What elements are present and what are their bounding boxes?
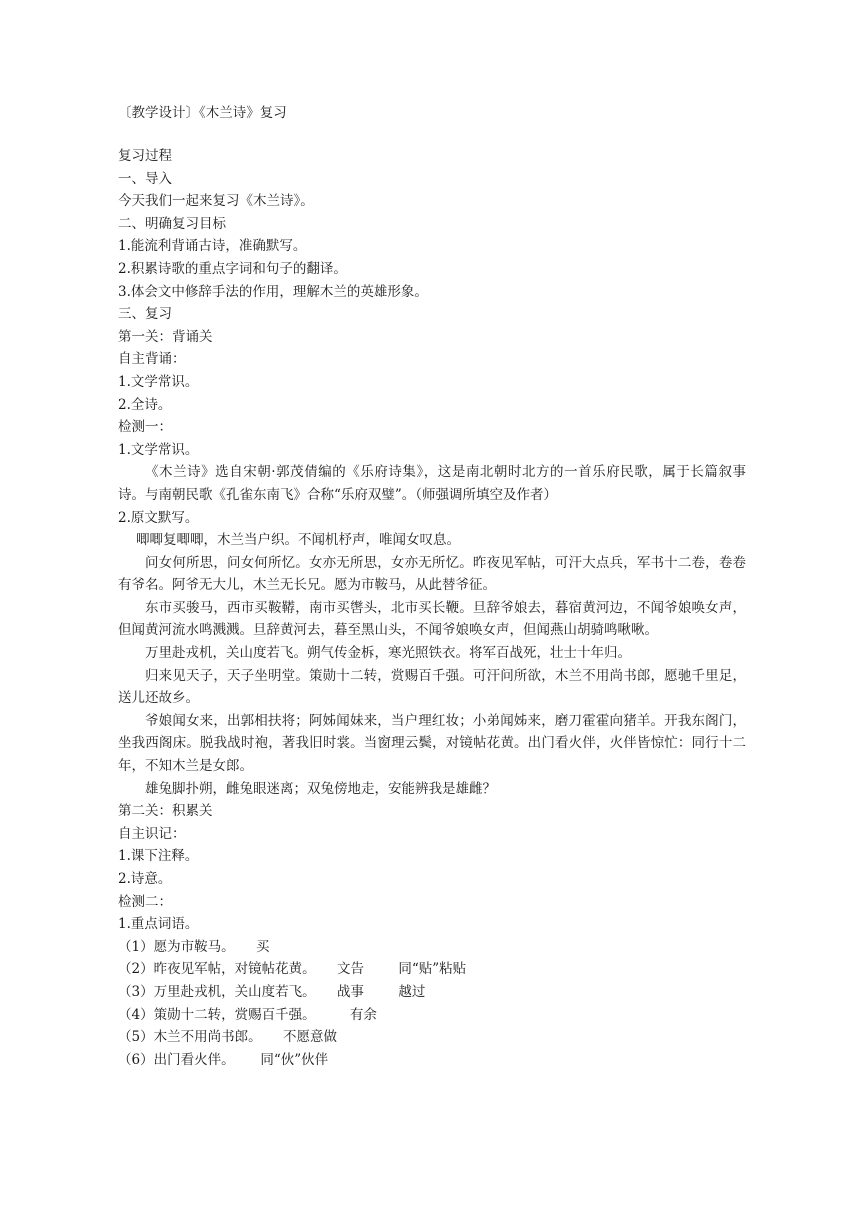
- vocab-item: （5）木兰不用尚书郎。 不愿意做: [118, 1029, 338, 1046]
- text-line: 复习过程: [118, 148, 172, 164]
- text-line: 2.全诗。: [118, 396, 172, 413]
- text-line: 2.诗意。: [118, 871, 172, 887]
- vocab-item: （4）策勋十二转，赏赐百千强。 有余: [118, 1006, 377, 1023]
- text-line: 第二关：积累关: [118, 803, 213, 820]
- document-title: 〔教学设计〕《木兰诗》复习: [118, 105, 287, 121]
- text-line: 1.课下注释。: [118, 848, 199, 865]
- literary-knowledge-paragraph: 《木兰诗》选自宋朝·郭茂倩编的《乐府诗集》，这是南北朝时北方的一首乐府民歌，属于长篇叙事诗。与南朝民歌《孔雀东南飞》合称“乐府双璧”。（师强调所填空及作者）: [118, 464, 746, 503]
- text-line: 自主识记：: [118, 825, 186, 842]
- text-line: 3.体会文中修辞手法的作用，理解木兰的英雄形象。: [118, 283, 428, 300]
- poem-stanza: 万里赴戎机，关山度若飞。朔气传金柝，寒光照铁衣。将军百战死，壮士十年归。: [145, 645, 631, 662]
- text-line: 第一关：背诵关: [118, 328, 213, 345]
- text-line: 检测二：: [118, 893, 172, 910]
- poem-stanza: 唧唧复唧唧，木兰当户织。不闻机杼声，唯闻女叹息。: [136, 532, 460, 549]
- text-line: 检测一：: [118, 419, 172, 436]
- intro-section: [118, 145, 746, 461]
- poem-stanza: 雄兔脚扑朔，雌兔眼迷离；双兔傍地走，安能辨我是雄雌？: [145, 780, 496, 797]
- text-line: 1.重点词语。: [118, 916, 199, 933]
- vocab-item: （6）出门看火伴。 同“伙”伙伴: [118, 1051, 329, 1068]
- text-line: 自主背诵：: [118, 351, 186, 368]
- poem-stanza: 问女何所思，问女何所忆。女亦无所思，女亦无所忆。昨夜见军帖，可汗大点兵，军书十二卷，卷卷有爷名。阿爷无大儿，木兰无长兄。愿为市鞍马，从此替爷征。: [118, 554, 746, 594]
- dictation-heading: 2.原文默写。: [118, 509, 199, 526]
- poem-stanza: 归来见天子，天子坐明堂。策勋十二转，赏赐百千强。可汗问所欲，木兰不用尚书郎，愿驰千里足，送儿还故乡。: [118, 667, 746, 707]
- vocab-list: [118, 936, 746, 1072]
- text-line: 1.文学常识。: [118, 373, 199, 390]
- vocab-item: （1）愿为市鞍马。 买: [118, 938, 270, 955]
- poem-text: [118, 529, 746, 800]
- text-line: 1.能流利背诵古诗，准确默写。: [118, 238, 307, 255]
- vocab-item: （2）昨夜见军帖，对镜帖花黄。 文告 同“贴”粘贴: [118, 961, 467, 978]
- poem-stanza: 东市买骏马，西市买鞍鞯，南市买辔头，北市买长鞭。旦辞爷娘去，暮宿黄河边，不闻爷娘唤女声，但闻黄河流水鸣溅溅。旦辞黄河去，暮至黑山头，不闻爷娘唤女声，但闻燕山胡骑鸣啾啾。: [118, 599, 746, 639]
- text-line: 三、复习: [118, 306, 172, 323]
- document-page: [118, 100, 746, 1071]
- text-line: 2.积累诗歌的重点字词和句子的翻译。: [118, 260, 347, 277]
- text-line: 二、明确复习目标: [118, 215, 226, 232]
- text-line: 一、导入: [118, 170, 172, 187]
- text-line: 1.文学常识。: [118, 441, 199, 458]
- poem-stanza: 爷娘闻女来，出郭相扶将；阿姊闻妹来，当户理红妆；小弟闻姊来，磨刀霍霍向猪羊。开我东阁门，坐我西阁床。脱我战时袍，著我旧时裳。当窗理云鬓，对镜帖花黄。出门看火伴，火伴皆惊忙：同行十二年，不知木兰是女郎。: [118, 712, 746, 775]
- accumulation-section: [118, 800, 746, 936]
- text-line: 今天我们一起来复习《木兰诗》。: [118, 193, 314, 210]
- vocab-item: （3）万里赴戎机，关山度若飞。 战事 越过: [118, 983, 426, 1000]
